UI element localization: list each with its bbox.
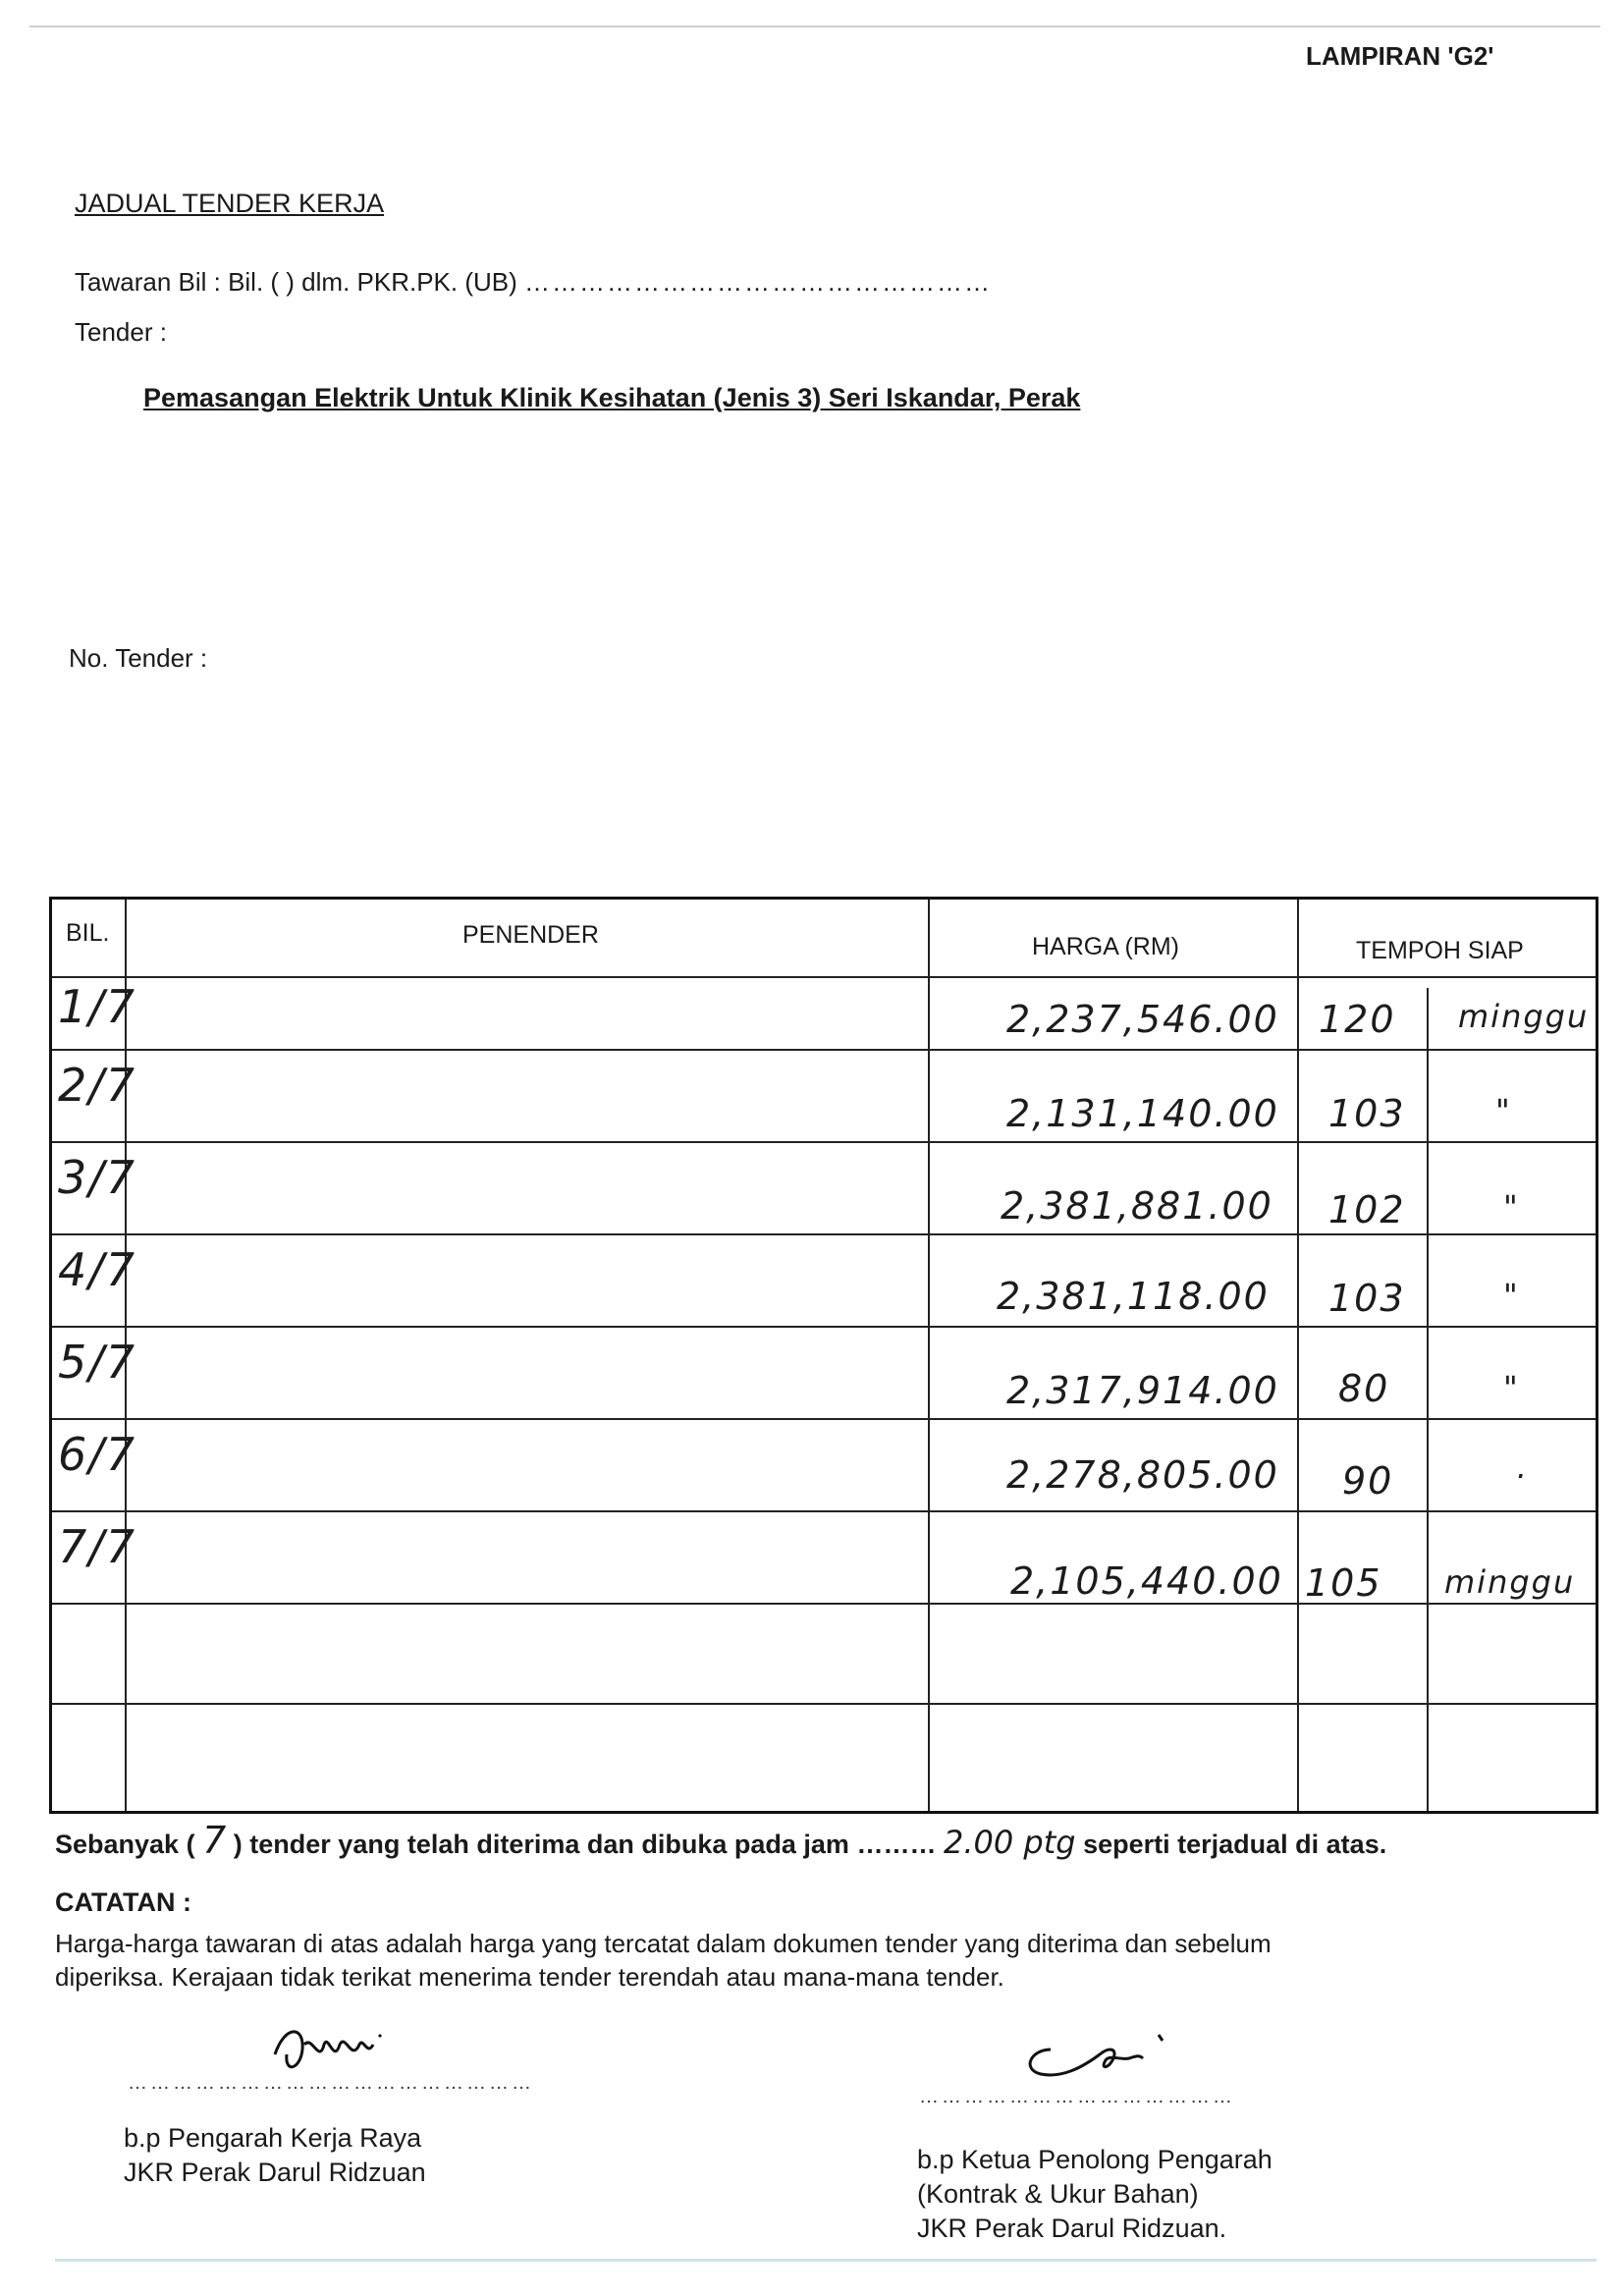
row-harga: 2,105,440.00 <box>1010 1559 1283 1603</box>
row-harga: 2,278,805.00 <box>1006 1453 1279 1497</box>
summary-prefix: Sebanyak ( <box>55 1830 195 1859</box>
right-signatory-line2: (Kontrak & Ukur Bahan) <box>917 2179 1199 2209</box>
left-signature-line: ……………………………………………… <box>128 2072 534 2094</box>
tender-label: Tender : <box>75 317 167 347</box>
row-divider <box>52 1233 1596 1235</box>
tawaran-bil-dots: …………………………………………… <box>524 267 992 297</box>
row-bil: 6/7 <box>58 1428 137 1481</box>
row-tempoh: 105 <box>1305 1561 1382 1605</box>
catatan-heading: CATATAN : <box>55 1887 191 1917</box>
row-unit: minggu <box>1458 998 1590 1035</box>
row-divider <box>52 1418 1596 1420</box>
row-divider <box>52 1141 1596 1143</box>
row-divider <box>52 1510 1596 1512</box>
summary-count: 7 <box>202 1819 227 1862</box>
row-divider <box>52 1703 1596 1705</box>
header-penender: PENENDER <box>462 921 599 949</box>
row-bil: 2/7 <box>58 1059 137 1112</box>
right-signatory <box>917 2143 1272 2246</box>
left-signatory <box>124 2121 426 2190</box>
row-harga: 2,237,546.00 <box>1006 998 1279 1041</box>
row-harga: 2,381,881.00 <box>1001 1184 1273 1228</box>
row-harga: 2,317,914.00 <box>1006 1369 1279 1412</box>
bottom-rule <box>55 2259 1597 2262</box>
row-bil: 1/7 <box>58 980 137 1033</box>
summary-time: 2.00 ptg <box>943 1824 1076 1861</box>
row-divider <box>52 1049 1596 1051</box>
col-divider <box>1427 988 1429 1811</box>
row-tempoh: 103 <box>1328 1092 1406 1135</box>
row-unit: · <box>1515 1457 1528 1495</box>
summary-middle: ) tender yang telah diterima dan dibuka pada jam <box>233 1830 849 1859</box>
row-tempoh: 120 <box>1319 998 1396 1041</box>
row-harga: 2,131,140.00 <box>1006 1092 1279 1135</box>
row-bil: 7/7 <box>58 1520 137 1573</box>
col-divider <box>1297 900 1299 1811</box>
header-bil: BIL. <box>66 919 110 947</box>
top-rule <box>29 26 1600 27</box>
row-tempoh: 102 <box>1328 1188 1406 1231</box>
tender-table <box>49 897 1598 1814</box>
row-tempoh: 103 <box>1328 1277 1406 1320</box>
row-tempoh: 80 <box>1338 1367 1390 1410</box>
row-tempoh: 90 <box>1342 1459 1394 1503</box>
col-divider <box>928 900 930 1811</box>
row-unit: " <box>1503 1277 1520 1314</box>
summary-line <box>55 1819 1386 1862</box>
summary-dots: ……… <box>856 1830 937 1859</box>
header-divider <box>52 976 1596 978</box>
header-tempoh: TEMPOH SIAP <box>1356 937 1524 964</box>
right-signature-line: …………………………………… <box>919 2086 1235 2107</box>
row-unit: " <box>1503 1188 1520 1226</box>
header-harga: HARGA (RM) <box>1032 933 1179 960</box>
row-bil: 5/7 <box>58 1336 137 1389</box>
document-title: JADUAL TENDER KERJA <box>75 189 385 218</box>
left-signatory-line1: b.p Pengarah Kerja Raya <box>124 2123 422 2153</box>
project-title: Pemasangan Elektrik Untuk Klinik Kesihatan (Jenis 3) Seri Iskandar, Perak <box>143 383 1081 412</box>
right-signatory-line1: b.p Ketua Penolong Pengarah <box>917 2145 1272 2174</box>
row-divider <box>52 1326 1596 1328</box>
catatan-text: Harga-harga tawaran di atas adalah harga yang tercatat dalam dokumen tender yang diterima dan sebelum diperiksa. Kerajaan tidak terikat menerima tender terendah atau mana-mana tender. <box>55 1929 1272 1992</box>
tawaran-bil-line <box>75 267 992 298</box>
row-unit: " <box>1495 1092 1512 1129</box>
row-bil: 4/7 <box>58 1243 137 1296</box>
row-unit: minggu <box>1444 1563 1576 1601</box>
no-tender-label: No. Tender : <box>69 643 208 673</box>
summary-suffix: seperti terjadual di atas. <box>1083 1830 1387 1859</box>
lampiran-label: LAMPIRAN 'G2' <box>1306 41 1494 71</box>
left-signatory-line2: JKR Perak Darul Ridzuan <box>124 2158 426 2187</box>
tawaran-bil-label: Tawaran Bil : Bil. ( ) dlm. PKR.PK. (UB) <box>75 267 517 297</box>
row-bil: 3/7 <box>58 1151 137 1204</box>
right-signatory-line3: JKR Perak Darul Ridzuan. <box>917 2214 1227 2243</box>
row-unit: " <box>1503 1369 1520 1406</box>
row-harga: 2,381,118.00 <box>997 1275 1270 1318</box>
